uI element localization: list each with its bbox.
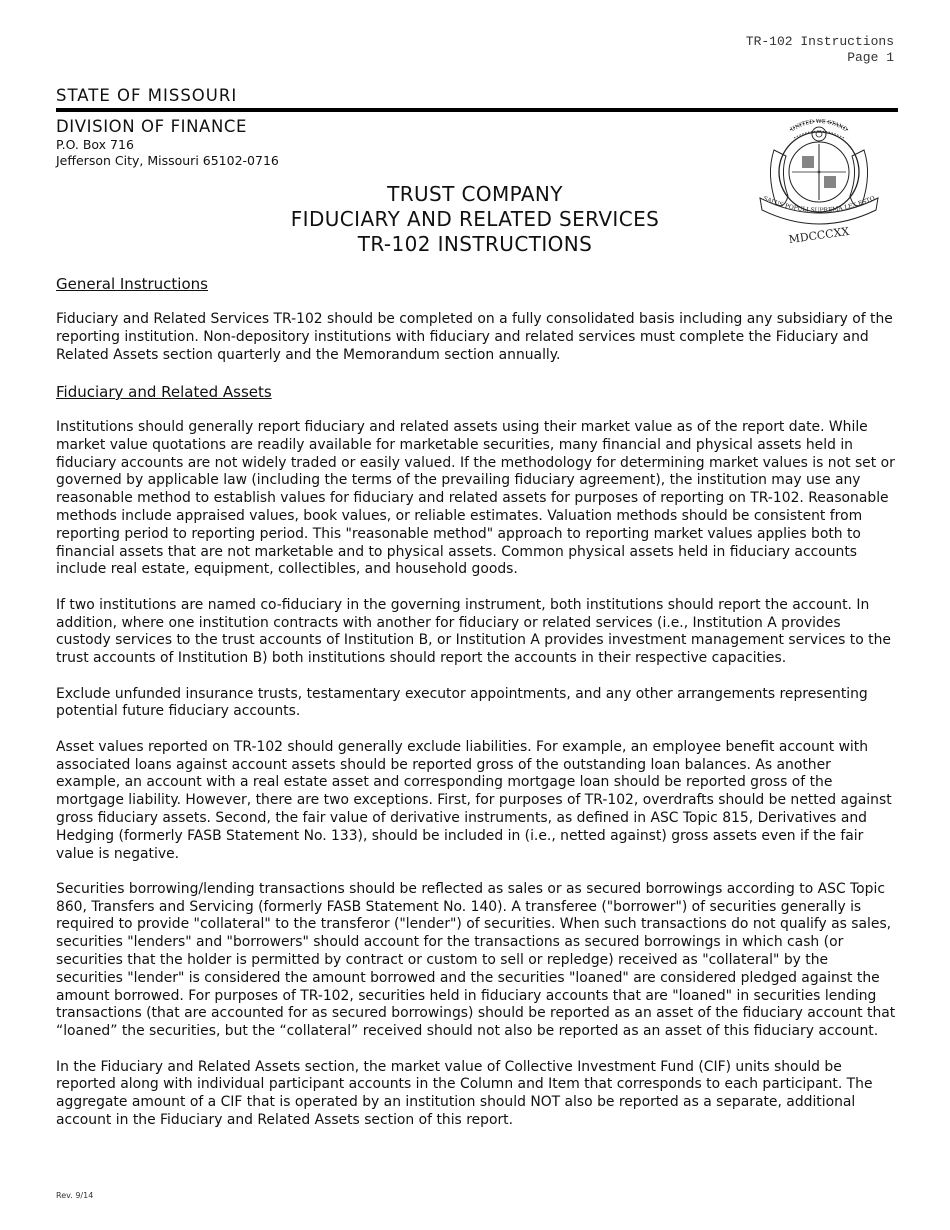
- instructions-body: [56, 274, 896, 1147]
- form-id: TR-102 Instructions: [745, 34, 894, 49]
- paragraph-liabilities: Asset values reported on TR-102 should generally exclude liabilities. For example, an employee benefit account with associated loans against account assets should be reported gross of the outstanding loan balances. As another example, an account with a real estate asset and corresponding mortgage loan should be reported gross of the mortgage liability. However, there are two exceptions. First, for purposes of TR-102, overdrafts should be netted against gross fiduciary assets. Second, the fair value of derivative instruments, as defined in ASC Topic 815, Derivatives and Hedging (formerly FASB Statement No. 133), should be included in (i.e., netted against) gross assets even if the fair value is negative.: [56, 738, 892, 862]
- document-title: [200, 182, 750, 257]
- revision-date: Rev. 9/14: [56, 1191, 94, 1200]
- fiduciary-assets-heading: Fiduciary and Related Assets: [56, 382, 272, 401]
- paragraph-market-value: Institutions should generally report fiduciary and related assets using their market value as of the report date. While market value quotations are readily available for marketable securities, many financial and physical assets held in fiduciary accounts are not widely traded or easily valued. If the methodology for determining market values is not set or governed by applicable law (including the terms of the prevailing fiduciary agreement), the institution may use any reasonable method to establish values for fiduciary and related assets for purposes of reporting on TR-102. Reasonable methods include appraised values, book values, or reliable estimates. Valuation methods should be consistent from reporting period to reporting period. This "reasonable method" approach to reporting market values applies both to financial assets that are not marketable and to physical assets. Common physical assets held in fiduciary accounts include real estate, equipment, collectibles, and household goods.: [56, 418, 895, 578]
- seal-year: MDCCCXX: [787, 224, 851, 247]
- address-line-2: Jefferson City, Missouri 65102-0716: [56, 153, 279, 168]
- missouri-state-seal: [750, 112, 888, 248]
- general-paragraph: Fiduciary and Related Services TR-102 should be completed on a fully consolidated basis including any subsidiary of the reporting institution. Non-depository institutions with fiduciary and related services must complete the Fiduciary and Related Assets section quarterly and the Memorandum section annually.: [56, 311, 893, 363]
- paragraph-securities-lending: Securities borrowing/lending transactions should be reflected as sales or as secured borrowings according to ASC Topic 860, Transfers and Servicing (formerly FASB Statement No. 140). A transferee ("borrower") of securities generally is required to provide "collateral" to the transferor ("lender") of securities. When such transactions do not qualify as sales, securities "lenders" and "borrowers" should account for the transactions as secured borrowings in which cash (or securities that the holder is permitted by contract or custom to sell or repledge) received as "collateral" by the securities "lender" is considered the amount borrowed and the securities "loaned" are considered pledged against the amount borrowed. For purposes of TR-102, securities held in fiduciary accounts that are "loaned" in securities lending transactions (that are accounted for as secured borrowings) should be reported as an asset of the fiduciary account that “loaned” the securities, but the “collateral” received should not also be reported as an asset of this fiduciary account.: [56, 880, 896, 1040]
- title-line-2: FIDUCIARY AND RELATED SERVICES: [290, 207, 660, 231]
- page-header: [746, 34, 894, 66]
- paragraph-co-fiduciary: If two institutions are named co-fiduciary in the governing instrument, both institutions should report the account. In addition, where one institution contracts with another for fiduciary or related services (i.e., Institution A provides custody services to the trust accounts of Institution B, or Institution A provides investment management services to the trust accounts of Institution B) both institutions should report the accounts in their respective capacities.: [56, 596, 891, 667]
- state-name: STATE OF MISSOURI: [56, 86, 238, 105]
- paragraph-exclusions: Exclude unfunded insurance trusts, testamentary executor appointments, and any other arrangements representing potential future fiduciary accounts.: [56, 685, 868, 720]
- page-number: Page 1: [847, 50, 894, 65]
- division-name: DIVISION OF FINANCE: [56, 117, 248, 136]
- address-line-1: P.O. Box 716: [56, 137, 134, 152]
- seal-band-text: UNITED WE STAND: [789, 118, 849, 134]
- seal-motto: SALUS POPULI SUPREMA LEX ESTO: [761, 194, 877, 215]
- title-line-1: TRUST COMPANY: [387, 182, 563, 206]
- title-line-3: TR-102 INSTRUCTIONS: [357, 232, 593, 256]
- general-instructions-heading: General Instructions: [56, 275, 208, 293]
- paragraph-cif: In the Fiduciary and Related Assets section, the market value of Collective Investment Fund (CIF) units should be reported along with individual participant accounts in the Column and Item that corresponds to each participant. The aggregate amount of a CIF that is operated by an institution should NOT also be reported as a separate, additional account in the Fiduciary and Related Assets section of this report.: [56, 1058, 873, 1129]
